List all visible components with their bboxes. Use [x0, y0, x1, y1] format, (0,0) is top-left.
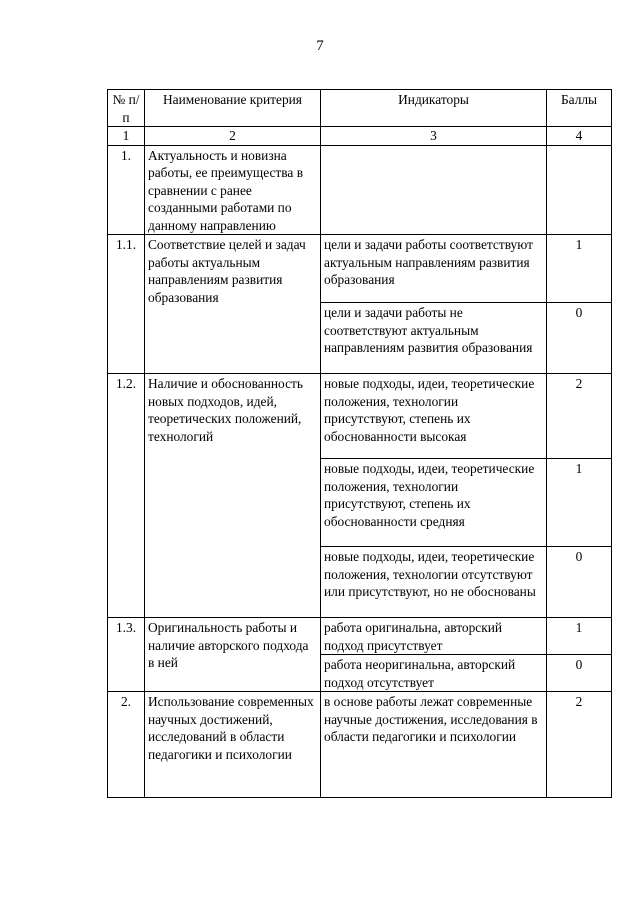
points-value: 2	[547, 374, 612, 459]
indicator-text: в основе работы лежат современные научные достижения, исследования в области педагогики и психологии	[321, 692, 547, 798]
table-row	[108, 618, 612, 655]
row-number: 2.	[108, 692, 145, 798]
row-number: 1.	[108, 145, 145, 235]
criterion-name: Оригинальность работы и наличие авторского подхода в ней	[145, 618, 321, 692]
points-value: 1	[547, 235, 612, 303]
points-value: 0	[547, 303, 612, 374]
header-number: № п/п	[108, 90, 145, 127]
header-indicators: Индикаторы	[321, 90, 547, 127]
indicator-text	[321, 145, 547, 235]
row-number: 1.1.	[108, 235, 145, 374]
criterion-name: Наличие и обоснованность новых подходов, идей, теоретических положений, технологий	[145, 374, 321, 618]
indicator-text: новые подходы, идеи, теоретические положения, технологии присутствуют, степень их обоснованности средняя	[321, 459, 547, 547]
indicator-text: работа неоригинальна, авторский подход отсутствует	[321, 655, 547, 692]
table-row	[108, 235, 612, 303]
points-value	[547, 145, 612, 235]
table-row	[108, 145, 612, 235]
table-row	[108, 374, 612, 459]
column-number: 3	[321, 127, 547, 146]
indicator-text: работа оригинальна, авторский подход присутствует	[321, 618, 547, 655]
points-value: 2	[547, 692, 612, 798]
criterion-name: Соответствие целей и задач работы актуальным направлениям развития образования	[145, 235, 321, 374]
column-number: 4	[547, 127, 612, 146]
row-number: 1.2.	[108, 374, 145, 618]
criteria-table	[107, 89, 612, 798]
table-row	[108, 692, 612, 798]
indicator-text: цели и задачи работы не соответствуют актуальным направлениям развития образования	[321, 303, 547, 374]
points-value: 1	[547, 459, 612, 547]
column-number: 1	[108, 127, 145, 146]
column-number: 2	[145, 127, 321, 146]
points-value: 0	[547, 547, 612, 618]
header-criterion-name: Наименование критерия	[145, 90, 321, 127]
criterion-name: Использование современных научных достижений, исследований в области педагогики и психологии	[145, 692, 321, 798]
points-value: 0	[547, 655, 612, 692]
column-number-row	[108, 127, 612, 146]
page-number: 7	[316, 38, 324, 54]
points-value: 1	[547, 618, 612, 655]
criterion-name: Актуальность и новизна работы, ее преимущества в сравнении с ранее созданными работами по данному направлению	[145, 145, 321, 235]
indicator-text: новые подходы, идеи, теоретические положения, технологии присутствуют, степень их обоснованности высокая	[321, 374, 547, 459]
row-number: 1.3.	[108, 618, 145, 692]
indicator-text: цели и задачи работы соответствуют актуальным направлениям развития образования	[321, 235, 547, 303]
header-points: Баллы	[547, 90, 612, 127]
indicator-text: новые подходы, идеи, теоретические положения, технологии отсутствуют или присутствуют, но не обоснованы	[321, 547, 547, 618]
table-header-row	[108, 90, 612, 127]
